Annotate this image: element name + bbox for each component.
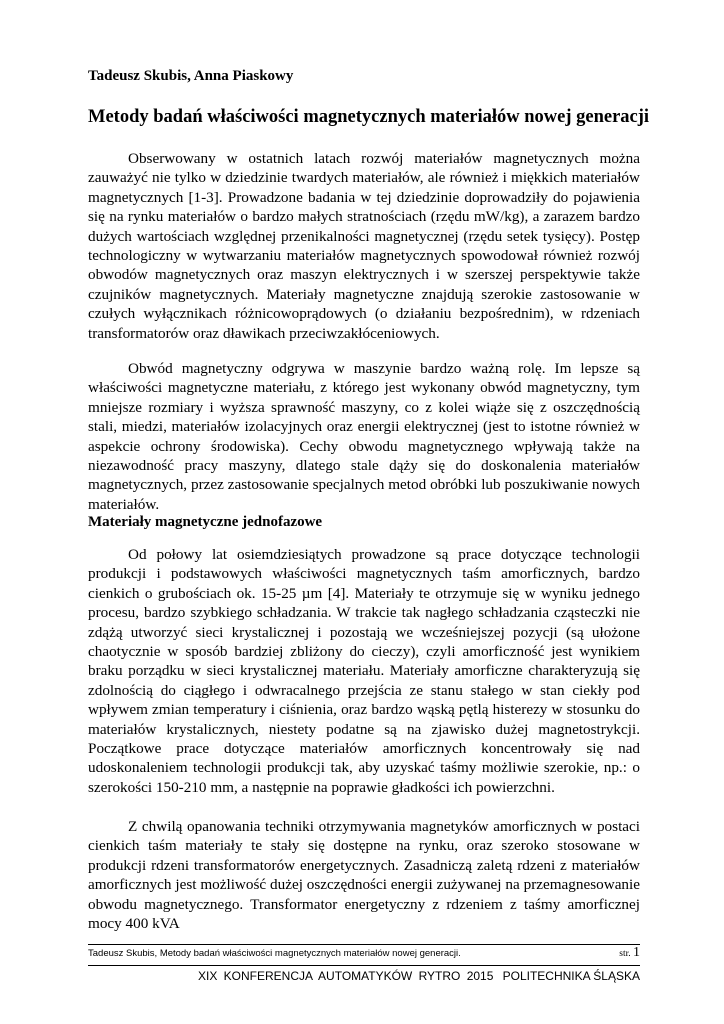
footer-citation: Tadeusz Skubis, Metody badań właściwości magnetycznych materiałów nowej generacji. [88,948,461,959]
page-label: str. [619,949,631,959]
section-paragraph: Od połowy lat osiemdziesiątych prowadzone są prace dotyczące technologii produkcji i podstawowych właściwości magnetycznych taśm amorficznych, bardzo cienkich o grubościach ok. 15-25 µm [4]. Materiały te otrzymuje się w wyniku jednego procesu, bardzo szybkiego schładzania. W trakcie tak nagłego schładzania cząsteczki nie zdążą utworzyć sieci krystalicznej i pozostają we wcześniejszej pozycji (są ułożone chaotycznie w sposób bardziej zbliżony do cieczy), czyli amorficzność jest wynikiem braku porządku w sieci krystalicznej materiału. Materiały amorficzne charakteryzują się zdolnością do ciągłego i odwracalnego przejścia ze stanu stałego w stan ciekły pod wpływem zmian temperatury i ciśnienia, oraz bardzo wąską pętlą histerezy w stosunku do materiałów krystalicznych, niestety podatne są na zjawisko dużej magnetostrykcji. Początkowe prace dotyczące materiałów amorficznych koncentrowały się nad udoskonaleniem technologii produkcji tak, aby uzyskać taśmy możliwie szerokie, np.: o szerokości 150-210 mm, a następnie na poprawie gładkości ich powierzchni. [88,546,640,796]
document-authors: Tadeusz Skubis, Anna Piaskowy [88,68,294,84]
footer-divider [88,944,640,945]
page-number: 1 [633,945,640,960]
body-paragraph: Obwód magnetyczny odgrywa w maszynie bardzo ważną rolę. Im lepsze są właściwości magnetyczne materiału, z którego jest wykonany obwód magnetyczny, tym mniejsze rozmiary i wyższa sprawność maszyny, co z kolei wiąże się z oszczędnością stali, miedzi, materiałów izolacyjnych oraz energii elektrycznej (jest to istotne również w aspekcie ochrony środowiska). Cechy obwodu magnetycznego wpływają także na niezawodność pracy maszyny, dlatego stale dąży się do doskonalenia materiałów magnetycznych, przez zastosowanie specjalnych metod obróbki lub poszukiwanie nowych materiałów. [88,360,640,513]
document-title: Metody badań właściwości magnetycznych materiałów nowej generacji [88,107,650,127]
footer-conference: XIX KONFERENCJA AUTOMATYKÓW RYTRO 2015 [198,969,494,983]
footer-divider [88,965,640,966]
section-paragraph: Z chwilą opanowania techniki otrzymywania magnetyków amorficznych w postaci cienkich taśm materiały te stały się dostępne na rynku, oraz szeroko stosowane w produkcji rdzeni transformatorów energetycznych. Zasadniczą zaletą rdzeni z materiałów amorficznych jest możliwość dużej oszczędności energii zużywanej na przemagnesowanie obwodu magnetycznego. Transformator energetyczny z rdzeniem z taśmy amorficznej mocy 400 kVA [88,818,640,933]
footer-university: POLITECHNIKA ŚLĄSKA [502,969,640,983]
section-heading: Materiały magnetyczne jednofazowe [88,514,323,530]
footer-page-number [619,945,640,961]
body-paragraph: Obserwowany w ostatnich latach rozwój materiałów magnetycznych można zauważyć nie tylko w dziedzinie twardych materiałów, ale również i miękkich materiałów magnetycznych [1-3]. Prowadzone badania w tej dziedzinie doprowadziły do pojawienia się na rynku materiałów o bardzo małych stratnościach (rzędu mW/kg), a zarazem bardzo dużych wartościach względnej przenikalności magnetycznej (rzędu setek tysięcy). Postęp technologiczny w wytwarzaniu materiałów magnetycznych spowodował również rozwój obwodów magnetycznych oraz maszyn elektrycznych i w szerszej perspektywie także czujników magnetycznych. Materiały magnetyczne znajdują szerokie zastosowanie w czułych wyłącznikach różnicowoprądowych (o działaniu bezpośrednim), w rdzeniach transformatorów oraz dławikach przeciwzakłóceniowych. [88,150,640,342]
